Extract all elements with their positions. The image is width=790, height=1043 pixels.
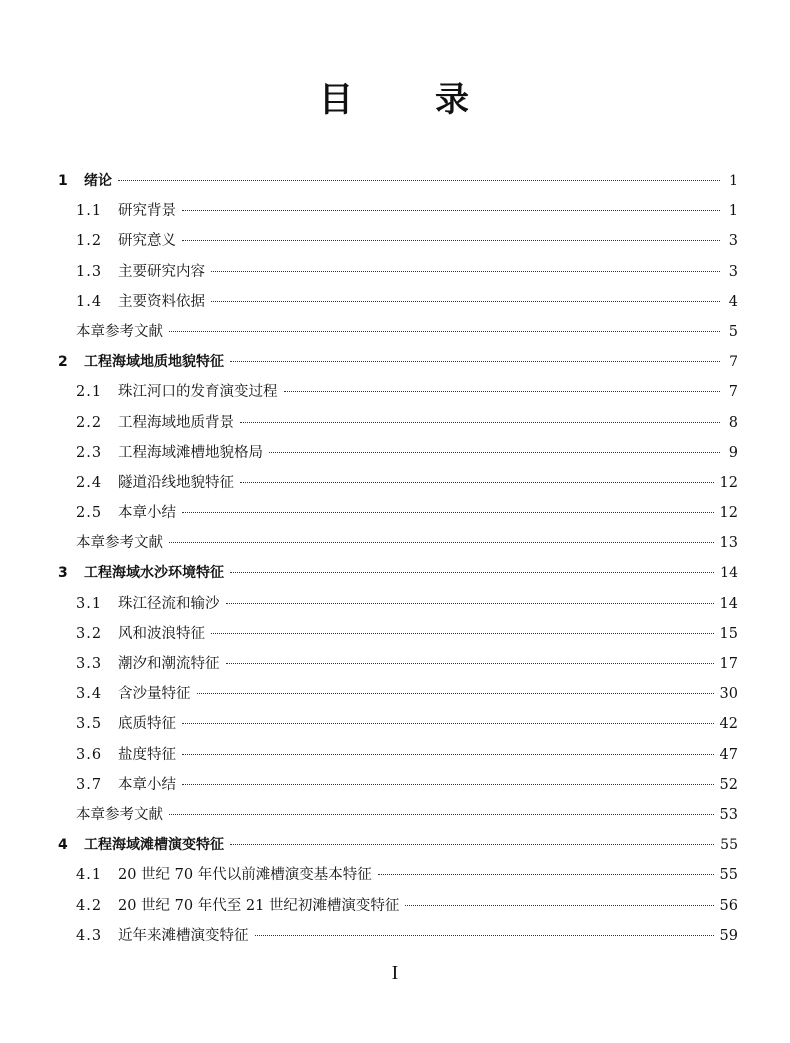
toc-entry-number: 1.4 — [76, 293, 103, 310]
toc-dot-leader — [269, 452, 720, 453]
toc-entry-title: 工程海域水沙环境特征 — [84, 565, 224, 582]
toc-section-entry[interactable] — [58, 408, 738, 438]
toc-dot-leader — [284, 391, 721, 392]
toc-entry-page: 47 — [719, 746, 738, 763]
toc-entry-page: 12 — [719, 474, 738, 491]
toc-entry-page: 55 — [720, 837, 738, 854]
toc-section-entry[interactable] — [58, 287, 738, 317]
toc-entry-page: 14 — [720, 565, 738, 582]
toc-entry-page: 52 — [719, 776, 738, 793]
toc-entry-page: 7 — [728, 384, 738, 401]
toc-entry-page: 59 — [719, 927, 738, 944]
toc-entry-title: 本章小结 — [118, 776, 176, 793]
toc-entry-title: 含沙量特征 — [118, 686, 191, 703]
toc-entry-title: 工程海域滩槽演变特征 — [84, 837, 224, 854]
toc-entry-page: 3 — [728, 263, 738, 280]
toc-dot-leader — [182, 723, 714, 724]
toc-entry-page: 4 — [728, 293, 738, 310]
toc-dot-leader — [226, 603, 714, 604]
toc-dot-leader — [378, 874, 714, 875]
toc-entry-title: 主要研究内容 — [118, 263, 205, 280]
toc-entry-number: 1 — [58, 173, 68, 189]
toc-entry-number: 3.2 — [76, 625, 103, 642]
toc-entry-number: 3.6 — [76, 746, 103, 763]
toc-dot-leader — [230, 572, 714, 573]
toc-entry-number: 2.4 — [76, 474, 103, 491]
toc-entry-title: 本章参考文献 — [76, 806, 163, 823]
toc-entry-number: 4.1 — [76, 867, 103, 884]
toc-entry-title: 本章小结 — [118, 505, 176, 522]
toc-entry-page: 17 — [719, 656, 738, 672]
toc-entry-number: 3.1 — [76, 595, 103, 612]
toc-entry-page: 15 — [719, 625, 738, 642]
toc-dot-leader — [230, 844, 714, 845]
toc-dot-leader — [211, 301, 720, 302]
toc-entry-number: 2.1 — [76, 384, 103, 401]
toc-entry-title: 盐度特征 — [118, 746, 176, 763]
toc-entry-title: 近年来滩槽演变特征 — [118, 927, 249, 944]
toc-entry-page: 30 — [719, 686, 738, 703]
toc-entry-title: 珠江河口的发育演变过程 — [118, 384, 278, 401]
toc-dot-leader — [169, 814, 714, 815]
page-number: I — [391, 962, 399, 984]
toc-references-entry[interactable] — [58, 528, 738, 558]
toc-entry-number: 3 — [58, 565, 68, 582]
toc-entry-page: 13 — [719, 535, 738, 552]
toc-entry-title: 工程海域滩槽地貌格局 — [118, 444, 263, 461]
toc-entry-title: 潮汐和潮流特征 — [118, 656, 220, 672]
toc-section-entry[interactable] — [58, 226, 738, 256]
toc-entry-title: 20 世纪 70 年代以前滩槽演变基本特征 — [118, 867, 372, 884]
toc-dot-leader — [226, 663, 714, 664]
toc-entry-title: 研究意义 — [118, 233, 176, 250]
toc-entry-number: 2.2 — [76, 414, 103, 431]
toc-entry-title: 主要资料依据 — [118, 293, 205, 310]
toc-entry-page: 42 — [719, 716, 738, 733]
toc-entry-title: 工程海域地质地貌特征 — [84, 354, 224, 371]
toc-dot-leader — [211, 271, 720, 272]
toc-entry-number: 3.3 — [76, 656, 103, 672]
toc-entry-title: 本章参考文献 — [76, 535, 163, 552]
toc-section-entry[interactable] — [58, 921, 738, 951]
toc-entry-page: 56 — [719, 897, 738, 914]
toc-entry-number: 1.3 — [76, 263, 103, 280]
toc-dot-leader — [182, 240, 720, 241]
toc-entry-number: 2.3 — [76, 444, 103, 461]
toc-entry-title: 隧道沿线地貌特征 — [118, 474, 234, 491]
toc-chapter-entry[interactable] — [58, 166, 738, 196]
toc-dot-leader — [240, 482, 714, 483]
toc-entry-page: 3 — [728, 233, 738, 250]
toc-entry-page: 1 — [728, 203, 738, 220]
toc-section-entry[interactable] — [58, 770, 738, 800]
toc-dot-leader — [182, 512, 714, 513]
toc-entry-page: 9 — [728, 444, 738, 461]
toc-section-entry[interactable] — [58, 498, 738, 528]
toc-entry-page: 7 — [729, 354, 738, 371]
toc-entry-title: 工程海域地质背景 — [118, 414, 234, 431]
toc-dot-leader — [182, 754, 714, 755]
toc-dot-leader — [182, 784, 714, 785]
toc-section-entry[interactable] — [58, 860, 738, 890]
toc-dot-leader — [169, 542, 714, 543]
toc-entry-number: 1.2 — [76, 233, 103, 250]
toc-entry-number: 1.1 — [76, 203, 103, 220]
toc-section-entry[interactable] — [58, 891, 738, 921]
toc-section-entry[interactable] — [58, 468, 738, 498]
toc-entry-title: 珠江径流和输沙 — [118, 595, 220, 612]
toc-entry-number: 3.4 — [76, 686, 103, 703]
toc-section-entry[interactable] — [58, 589, 738, 619]
toc-section-entry[interactable] — [58, 257, 738, 287]
toc-chapter-entry[interactable] — [58, 830, 738, 860]
toc-section-entry[interactable] — [58, 438, 738, 468]
toc-dot-leader — [405, 905, 713, 906]
toc-section-entry[interactable] — [58, 679, 738, 709]
toc-section-entry[interactable] — [58, 649, 738, 679]
toc-entry-title: 研究背景 — [118, 203, 176, 220]
table-of-contents — [58, 166, 738, 951]
toc-entry-title: 绪论 — [84, 173, 112, 189]
toc-entry-number: 3.5 — [76, 716, 103, 733]
toc-dot-leader — [230, 361, 720, 362]
toc-section-entry[interactable] — [58, 377, 738, 407]
toc-entry-title: 本章参考文献 — [76, 323, 163, 340]
toc-dot-leader — [211, 633, 714, 634]
toc-references-entry[interactable] — [58, 317, 738, 347]
toc-entry-number: 4.3 — [76, 927, 103, 944]
toc-dot-leader — [197, 693, 714, 694]
title-char-1: 目 — [319, 80, 355, 120]
toc-dot-leader — [169, 331, 720, 332]
toc-section-entry[interactable] — [58, 740, 738, 770]
toc-dot-leader — [255, 935, 714, 936]
page-title — [0, 72, 790, 121]
toc-entry-page: 55 — [719, 867, 738, 884]
toc-entry-number: 2.5 — [76, 505, 103, 522]
toc-section-entry[interactable] — [58, 709, 738, 739]
toc-entry-page: 1 — [729, 173, 738, 189]
toc-entry-page: 5 — [728, 323, 738, 340]
toc-section-entry[interactable] — [58, 196, 738, 226]
toc-entry-number: 2 — [58, 354, 68, 371]
toc-entry-page: 12 — [719, 505, 738, 522]
toc-entry-number: 3.7 — [76, 776, 103, 793]
toc-entry-title: 20 世纪 70 年代至 21 世纪初滩槽演变特征 — [118, 897, 400, 914]
toc-entry-page: 53 — [719, 806, 738, 823]
toc-dot-leader — [118, 180, 720, 181]
toc-entry-page: 14 — [719, 595, 738, 612]
toc-references-entry[interactable] — [58, 800, 738, 830]
toc-entry-title: 风和波浪特征 — [118, 625, 205, 642]
toc-entry-page: 8 — [728, 414, 738, 431]
toc-chapter-entry[interactable] — [58, 558, 738, 588]
toc-section-entry[interactable] — [58, 619, 738, 649]
toc-entry-title: 底质特征 — [118, 716, 176, 733]
toc-dot-leader — [240, 422, 720, 423]
toc-entry-number: 4.2 — [76, 897, 103, 914]
toc-chapter-entry[interactable] — [58, 347, 738, 377]
toc-entry-number: 4 — [58, 837, 68, 854]
title-char-2: 录 — [435, 80, 471, 120]
toc-dot-leader — [182, 210, 720, 211]
